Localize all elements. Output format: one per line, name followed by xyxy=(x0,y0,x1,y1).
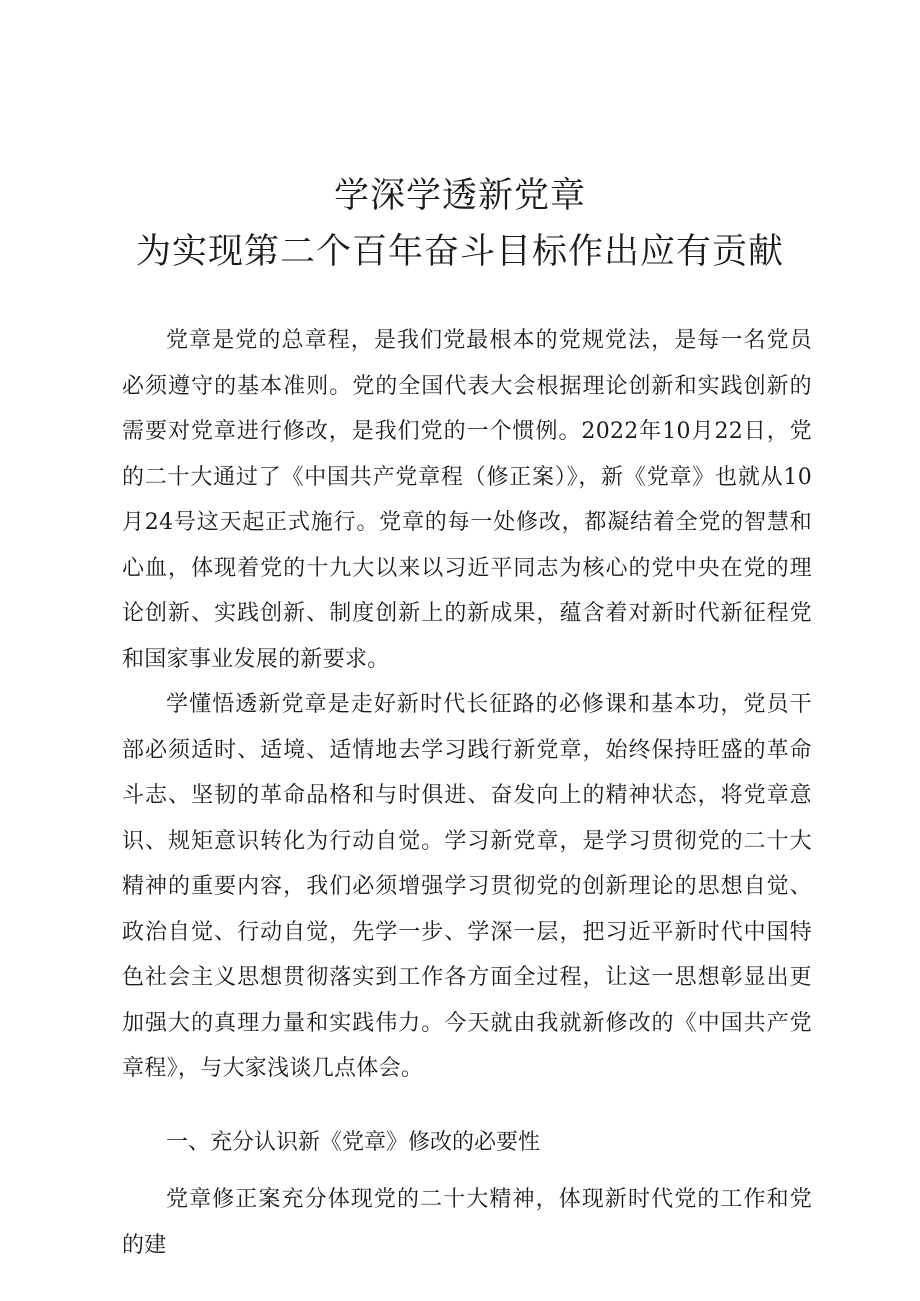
document-title xyxy=(0,168,920,280)
section-paragraph: 党章修正案充分体现党的二十大精神，体现新时代党的工作和党的建 xyxy=(122,1187,812,1258)
title-line-1: 学深学透新党章 xyxy=(333,176,586,216)
paragraph-2: 学懂悟透新党章是走好新时代长征路的必修课和基本功，党员干部必须适时、适境、适情地去学习践行新党章，始终保持旺盛的革命斗志、坚韧的革命品格和与时俱进、奋发向上的精神状态，将党章意识、规矩意识转化为行动自觉。学习新党章，是学习贯彻党的二十大精神的重要内容，我们必须增强学习贯彻党的创新理论的思想自觉、政治自觉、行动自觉，先学一步、学深一层，把习近平新时代中国特色社会主义思想贯彻落实到工作各方面全过程，让这一思想彰显出更加强大的真理力量和实践伟力。今天就由我就新修改的《中国共产党章程》，与大家浅谈几点体会。 xyxy=(122,692,812,1081)
title-line-2: 为实现第二个百年奋斗目标作出应有贡献 xyxy=(135,232,784,272)
document-body xyxy=(122,318,812,1268)
section-heading: 一、充分认识新《党章》修改的必要性 xyxy=(166,1129,541,1155)
paragraph-1: 党章是党的总章程，是我们党最根本的党规党法，是每一名党员必须遵守的基本准则。党的全国代表大会根据理论创新和实践创新的需要对党章进行修改，是我们党的一个惯例。2022年10月22日，党的二十大通过了《中国共产党章程（修正案）》，新《党章》也就从10月24号这天起正式施行。党章的每一处修改，都凝结着全党的智慧和心血，体现着党的十九大以来以习近平同志为核心的党中央在党的理论创新、实践创新、制度创新上的新成果，蕴含着对新时代新征程党和国家事业发展的新要求。 xyxy=(122,328,812,672)
